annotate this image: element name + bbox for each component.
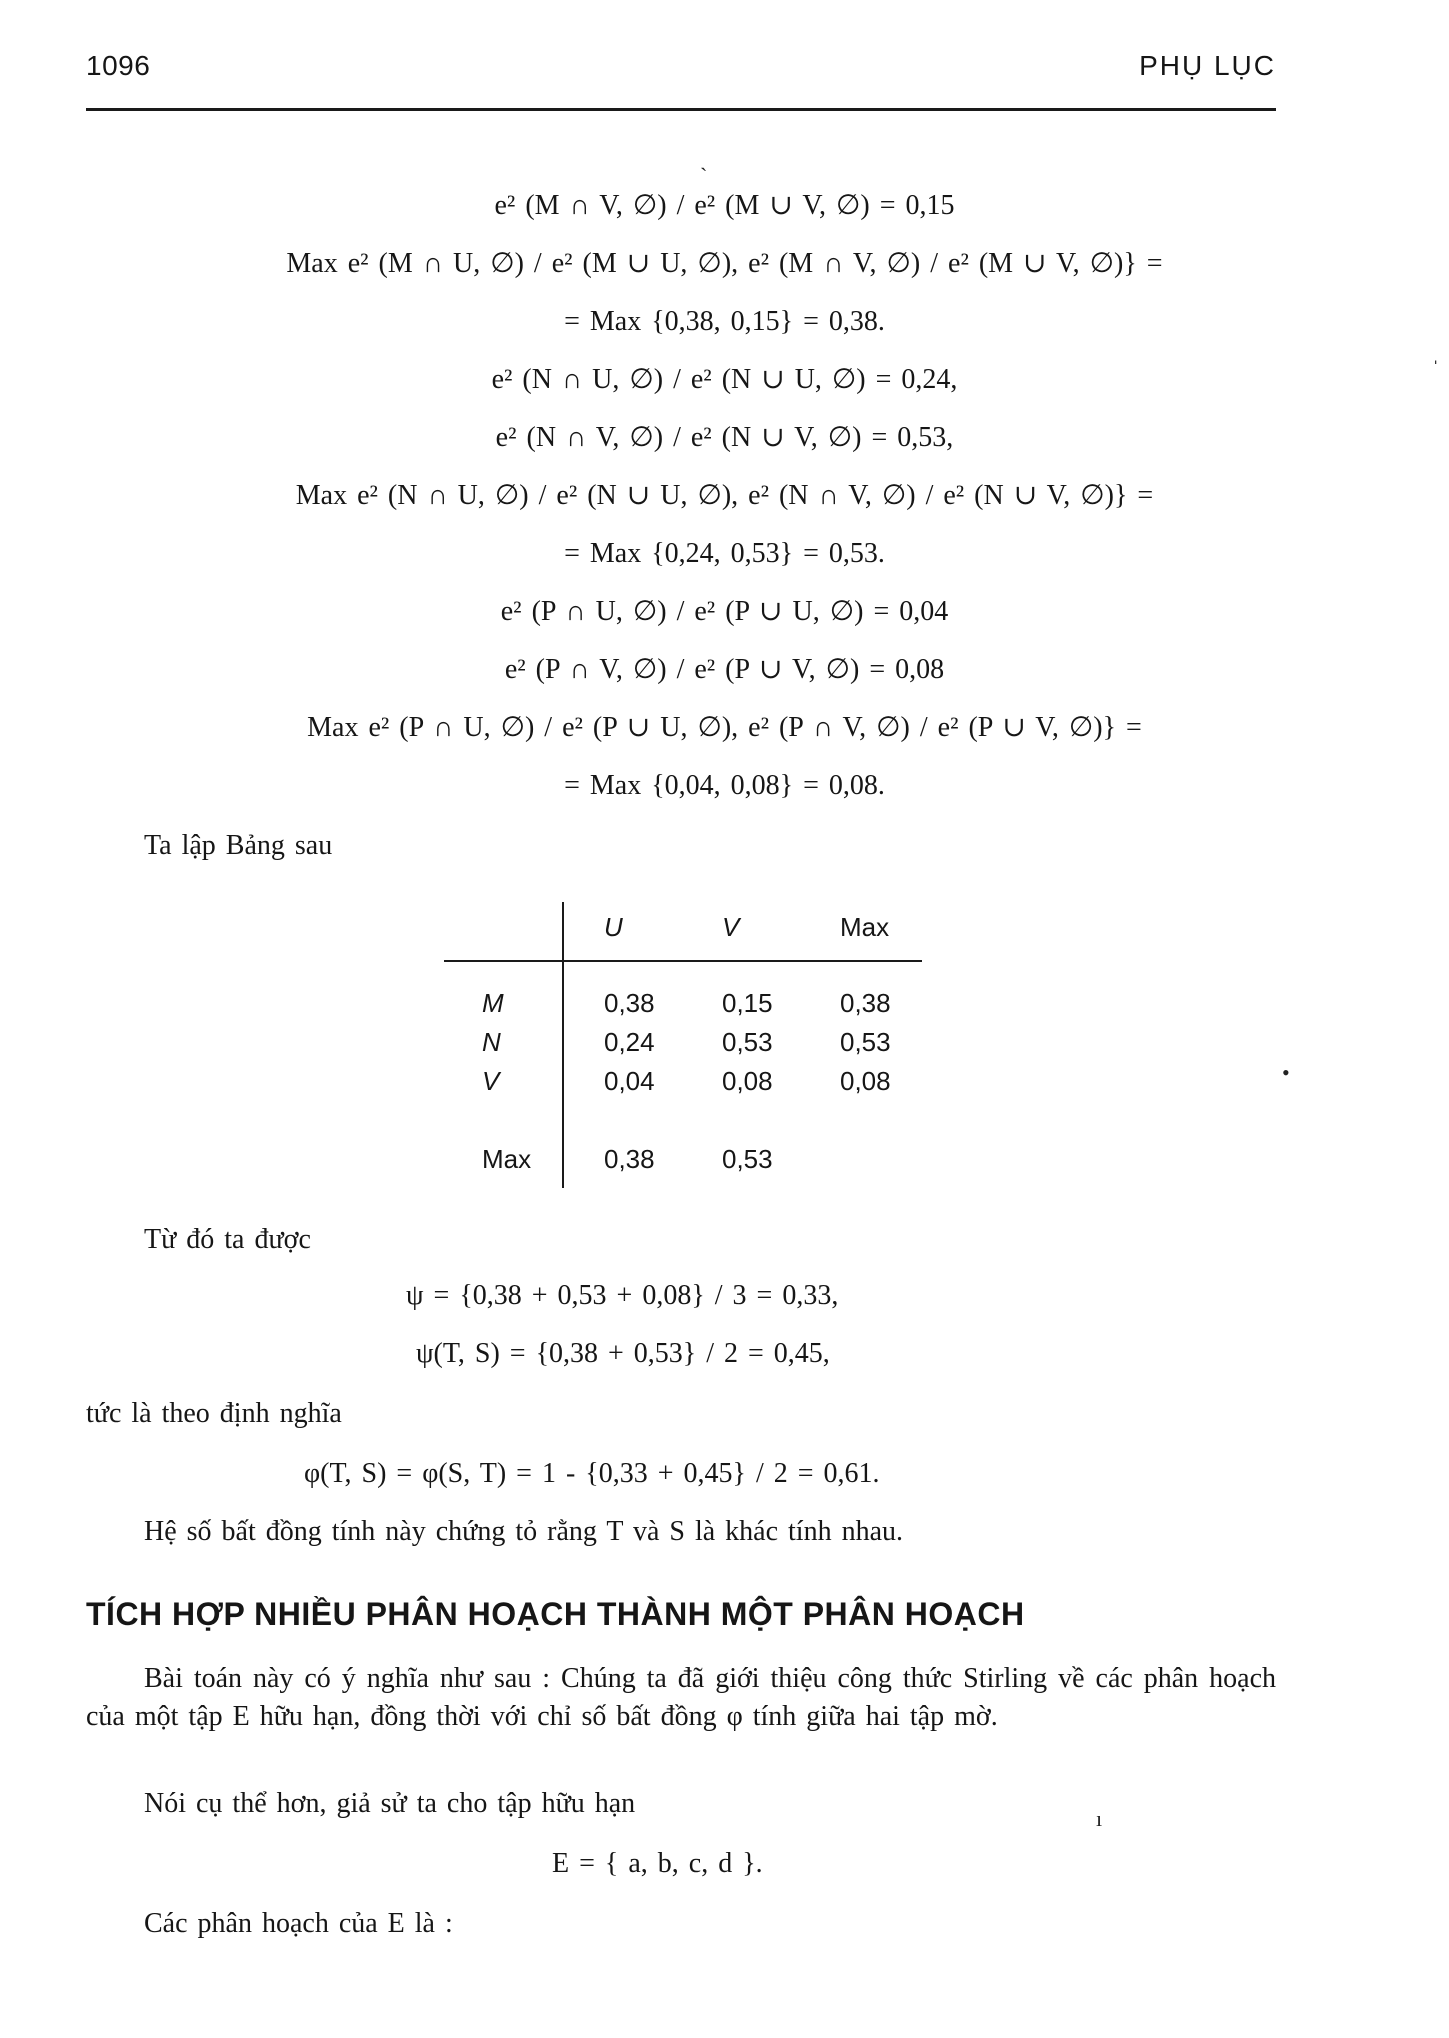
scan-speck: • [1282,1060,1290,1085]
section-paragraph-3: Các phân hoạch của E là : [144,1908,453,1939]
result-table [444,892,924,1182]
conclusion-text: Hệ số bất đồng tính này chứng tỏ rằng T và S là khác tính nhau. [144,1516,904,1547]
table-cell: 0,38 [840,988,891,1018]
table-row-label-max: Max [482,1144,532,1174]
section-heading: TÍCH HỢP NHIỀU PHÂN HOẠCH THÀNH MỘT PHÂN HOẠCH [86,1596,1025,1632]
page-header [86,50,1276,90]
table-header-v: V [722,912,740,942]
equation-max-p-line1: Max e² (P ∩ U, ∅) / e² (P ∪ U, ∅), e² (P ∩ V, ∅) / e² (P ∪ V, ∅)} = [307,712,1142,743]
table-vertical-rule [562,902,564,1188]
table-row-label-m: M [482,988,504,1018]
header-rule [86,108,1276,111]
set-e-definition: E = { a, b, c, d }. [552,1848,763,1879]
table-cell: 0,15 [722,988,773,1018]
table-horizontal-rule [444,960,922,962]
equation-max-n-line1: Max e² (N ∩ U, ∅) / e² (N ∪ U, ∅), e² (N ∩ V, ∅) / e² (N ∪ V, ∅)} = [295,480,1154,511]
running-head: PHỤ LỤC [1139,50,1276,81]
table-cell: 0,53 [722,1027,773,1057]
scan-speck: ˈ [1432,356,1440,381]
table-row-label-v: V [482,1066,500,1096]
table-header-max: Max [840,912,890,942]
table-cell: 0,53 [722,1144,773,1174]
table-cell: 0,53 [840,1027,891,1057]
table-row-label-n: N [482,1027,501,1057]
equation-max-m-line1: Max e² (M ∩ U, ∅) / e² (M ∪ U, ∅), e² (M ∩ V, ∅) / e² (M ∪ V, ∅)} = [286,248,1163,279]
equation-p-u: e² (P ∩ U, ∅) / e² (P ∪ U, ∅) = 0,04 [500,596,949,627]
equation-p-v: e² (P ∩ V, ∅) / e² (P ∪ V, ∅) = 0,08 [504,654,945,685]
table-cell: 0,24 [604,1027,655,1057]
table-cell: 0,38 [604,1144,655,1174]
scan-speck: ı [1096,1806,1103,1831]
scan-speck: ˏ [700,146,708,171]
derivation-intro: Từ đó ta được [144,1224,311,1255]
equation-max-m-line2: = Max {0,38, 0,15} = 0,38. [564,306,885,337]
table-cell: 0,38 [604,988,655,1018]
equation-psi: ψ = {0,38 + 0,53 + 0,08} / 3 = 0,33, [406,1280,839,1311]
section-paragraph-2: Nói cụ thể hơn, giả sử ta cho tập hữu hạn [144,1788,636,1819]
page-number: 1096 [86,50,151,81]
table-cell: 0,08 [840,1066,891,1096]
equation-n-u: e² (N ∩ U, ∅) / e² (N ∪ U, ∅) = 0,24, [491,364,958,395]
section-paragraph-1: Bài toán này có ý nghĩa như sau : Chúng ta đã giới thiệu công thức Stirling về các phân hoạch của một tập E hữu hạn, đồng thời với chỉ số bất đồng φ tính giữa hai tập mờ. [86,1663,1276,1732]
equation-n-v: e² (N ∩ V, ∅) / e² (N ∪ V, ∅) = 0,53, [495,422,954,453]
table-intro: Ta lập Bảng sau [144,830,333,861]
equation-max-p-line2: = Max {0,04, 0,08} = 0,08. [564,770,885,801]
definition-intro: tức là theo định nghĩa [86,1398,342,1429]
equation-m-v: e² (M ∩ V, ∅) / e² (M ∪ V, ∅) = 0,15 [494,190,955,221]
equation-psi-ts: ψ(T, S) = {0,38 + 0,53} / 2 = 0,45, [416,1338,830,1369]
equation-max-n-line2: = Max {0,24, 0,53} = 0,53. [564,538,885,569]
equation-phi: φ(T, S) = φ(S, T) = 1 - {0,33 + 0,45} / 2 = 0,61. [304,1458,880,1489]
table-cell: 0,04 [604,1066,655,1096]
table-cell: 0,08 [722,1066,773,1096]
table-header-u: U [604,912,623,942]
